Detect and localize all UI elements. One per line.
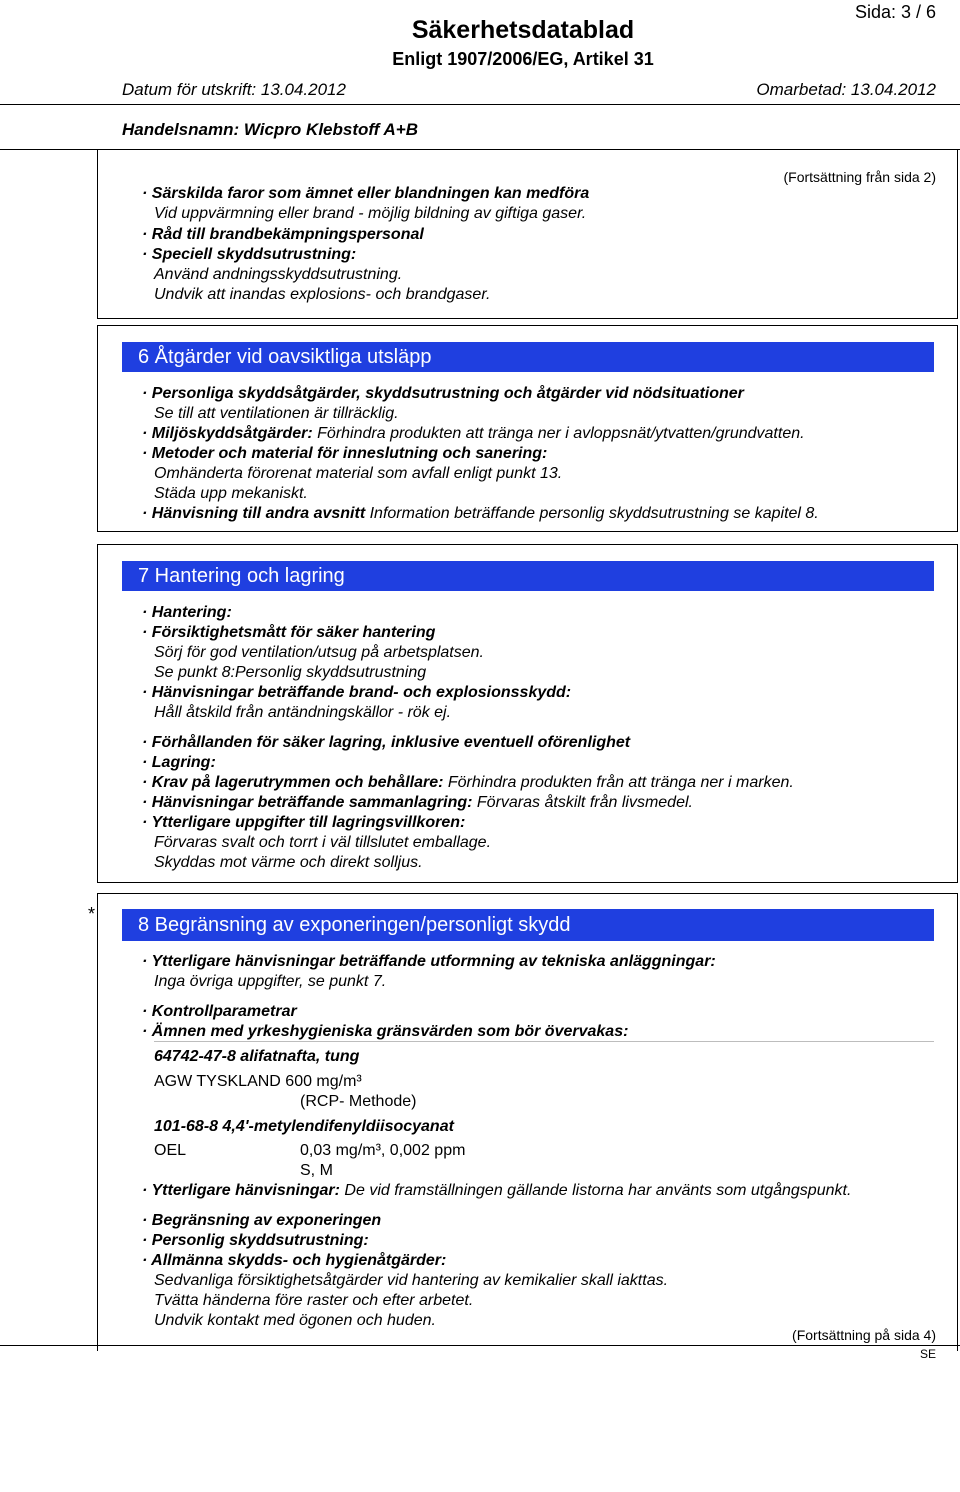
section-divider (97, 882, 958, 883)
trade-divider (0, 149, 960, 150)
section-right-rule (957, 544, 958, 882)
section-divider (97, 318, 958, 319)
s8-line-2: Inga övriga uppgifter, se punkt 7. (154, 973, 387, 990)
s5-line-1: · Särskilda faror som ämnet eller blandningen kan medföra (142, 185, 590, 202)
s7-line-1: · Hantering: (142, 604, 232, 621)
s5-line-3: · Råd till brandbekämpningspersonal (142, 226, 424, 243)
s6-line-4: · Metoder och material för inneslutning och sanering: (142, 445, 548, 462)
s8-line-6: · Begränsning av exponeringen (142, 1212, 382, 1229)
document-subtitle: Enligt 1907/2006/EG, Artikel 31 (392, 49, 654, 69)
document-title: Säkerhetsdatablad (411, 16, 635, 44)
s8-line-7: · Personlig skyddsutrustning: (142, 1232, 369, 1249)
substance-2-name: 101-68-8 4,4'-metylendifenyldiisocyanat (154, 1118, 454, 1135)
substance-1-name: 64742-47-8 alifatnafta, tung (154, 1048, 360, 1065)
s7-line-6: Håll åtskild från antändningskällor - rök ej. (154, 704, 452, 721)
s8-line-8: · Allmänna skydds- och hygienåtgärder: (142, 1252, 447, 1269)
s8-line-10: Tvätta händerna före raster och efter arbetet. (154, 1292, 474, 1309)
trade-name: Handelsnamn: Wicpro Klebstoff A+B (122, 120, 418, 139)
s6-line-1: · Personliga skyddsåtgärder, skyddsutrustning och åtgärder vid nödsituationer (142, 385, 744, 402)
s7-line-2: · Försiktighetsmått för säker hantering (142, 624, 436, 641)
section-right-rule (957, 150, 958, 318)
s7-line-13: Skyddas mot värme och direkt solljus. (154, 854, 423, 871)
s6-line-7: · Hänvisning till andra avsnitt Information beträffande personlig skyddsutrustning se kapitel 8. (142, 505, 819, 522)
section-right-rule (957, 893, 958, 1351)
footer-divider (0, 1345, 960, 1346)
s5-line-6: Undvik att inandas explosions- och brandgaser. (154, 286, 491, 303)
section-8-heading: 8 Begränsning av exponeringen/personligt skydd (122, 909, 934, 941)
section-right-rule (957, 325, 958, 531)
s8-line-11: Undvik kontakt med ögonen och huden. (154, 1312, 436, 1329)
s8-line-5: · Ytterligare hänvisningar: De vid framställningen gällande listorna har använts som utgångspunkt. (142, 1182, 852, 1199)
substance-1-limit: AGW TYSKLAND 600 mg/m³ (154, 1073, 362, 1090)
section-left-rule (97, 150, 98, 318)
section-divider (97, 893, 958, 894)
s5-line-4: · Speciell skyddsutrustning: (142, 246, 357, 263)
s7-line-11: · Ytterligare uppgifter till lagringsvillkoren: (142, 814, 466, 831)
substance-1-method: (RCP- Methode) (300, 1093, 417, 1110)
header-divider (0, 104, 960, 105)
s7-line-10: · Hänvisningar beträffande sammanlagring: Förvaras åtskilt från livsmedel. (142, 794, 693, 811)
continued-from-label: (Fortsättning från sida 2) (783, 169, 936, 185)
continued-to-label: (Fortsättning på sida 4) (792, 1327, 936, 1343)
page-number: Sida: 3 / 6 (854, 2, 936, 22)
section-divider (97, 325, 958, 326)
language-code: SE (919, 1347, 936, 1361)
s8-line-4: · Ämnen med yrkeshygieniska gränsvärden som bör övervakas: (142, 1023, 629, 1040)
s6-line-2: Se till att ventilationen är tillräcklig. (154, 405, 399, 422)
s6-line-5: Omhänderta förorenat material som avfall enligt punkt 13. (154, 465, 563, 482)
substance-2-note: S, M (300, 1162, 333, 1179)
s7-line-5: · Hänvisningar beträffande brand- och explosionsskydd: (142, 684, 572, 701)
s7-line-9: · Krav på lagerutrymmen och behållare: Förhindra produkten från att tränga ner i marken. (142, 774, 794, 791)
section-left-rule (97, 893, 98, 1351)
section-divider (97, 544, 958, 545)
table-top-rule (154, 1041, 934, 1042)
section-left-rule (97, 544, 98, 882)
s7-line-8: · Lagring: (142, 754, 216, 771)
s8-line-9: Sedvanliga försiktighetsåtgärder vid hantering av kemikalier skall iakttas. (154, 1272, 669, 1289)
section-divider (97, 531, 958, 532)
s5-line-2: Vid uppvärmning eller brand - möjlig bildning av giftiga gaser. (154, 205, 587, 222)
section-6-heading: 6 Åtgärder vid oavsiktliga utsläpp (122, 342, 934, 372)
s7-line-3: Sörj för god ventilation/utsug på arbetsplatsen. (154, 644, 484, 661)
s6-line-6: Städa upp mekaniskt. (154, 485, 308, 502)
s8-line-3: · Kontrollparametrar (142, 1003, 297, 1020)
s7-line-12: Förvaras svalt och torrt i väl tillslutet emballage. (154, 834, 492, 851)
substance-2-type: OEL (154, 1142, 187, 1159)
s8-line-1: · Ytterligare hänvisningar beträffande utformning av tekniska anläggningar: (142, 953, 716, 970)
s5-line-5: Använd andningsskyddsutrustning. (154, 266, 403, 283)
revision-date: Omarbetad: 13.04.2012 (756, 80, 936, 99)
substance-2-value: 0,03 mg/m³, 0,002 ppm (300, 1142, 466, 1159)
s7-line-7: · Förhållanden för säker lagring, inklusive eventuell oförenlighet (142, 734, 631, 751)
revision-marker: * (88, 904, 96, 924)
section-left-rule (97, 325, 98, 531)
s6-line-3: · Miljöskyddsåtgärder: Förhindra produkten att tränga ner i avloppsnät/ytvatten/grundvatten. (142, 425, 805, 442)
s7-line-4: Se punkt 8:Personlig skyddsutrustning (154, 664, 427, 681)
print-date: Datum för utskrift: 13.04.2012 (122, 80, 346, 99)
section-7-heading: 7 Hantering och lagring (122, 561, 934, 591)
